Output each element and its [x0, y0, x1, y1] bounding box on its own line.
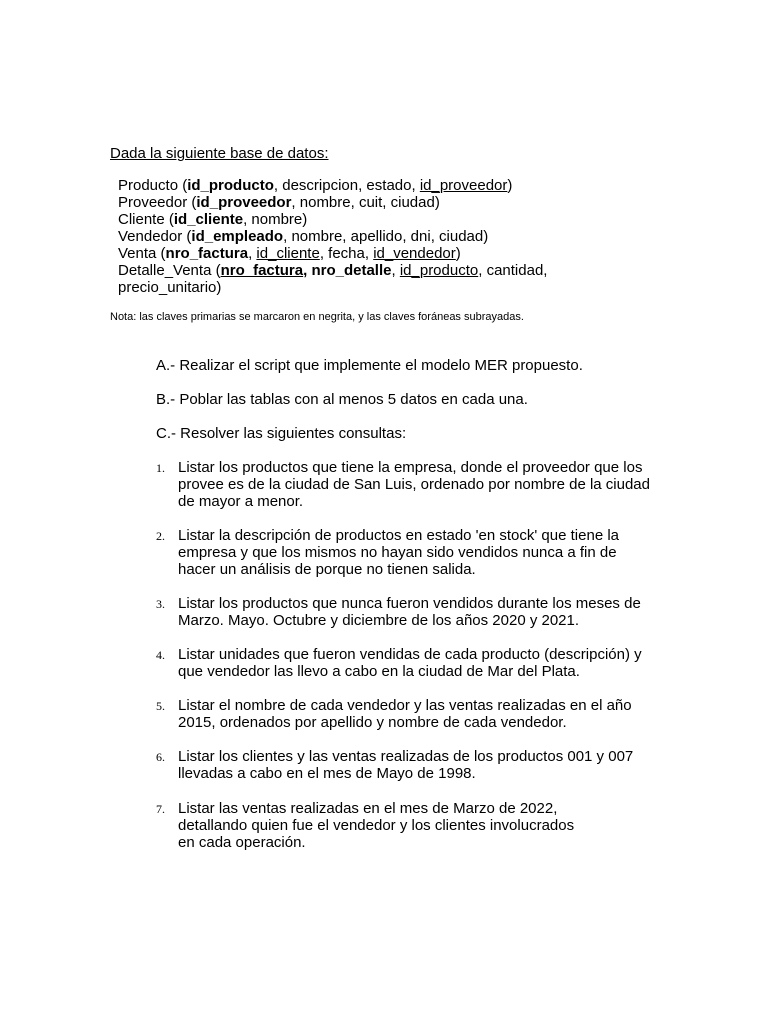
query-item: 6. Listar los clientes y las ventas realizadas de los productos 001 y 007 llevadas a cabo en el mes de Mayo de 1998. — [156, 748, 634, 782]
section-b: B.- Poblar las tablas con al menos 5 datos en cada una. — [156, 391, 528, 408]
primary-key: id_proveedor — [196, 194, 292, 211]
query-number: 2. — [156, 529, 165, 543]
note-text: Nota: las claves primarias se marcaron en negrita, y las claves foráneas subrayadas. — [110, 311, 524, 323]
query-item: 5. Listar el nombre de cada vendedor y las ventas realizadas en el año 2015, ordenados por apellido y nombre de cada vendedor. — [156, 697, 632, 731]
primary-foreign-key: nro_factura — [220, 262, 304, 279]
primary-key: id_cliente — [173, 211, 244, 228]
section-a: A.- Realizar el script que implemente el modelo MER propuesto. — [156, 357, 583, 374]
schema-cliente: Cliente (id_cliente, nombre) — [118, 211, 308, 228]
intro-heading: Dada la siguiente base de datos: — [110, 145, 329, 162]
query-number: 3. — [156, 597, 165, 611]
query-number: 4. — [156, 648, 165, 662]
schema-vendedor: Vendedor (id_empleado, nombre, apellido, dni, ciudad) — [118, 228, 489, 245]
section-c: C.- Resolver las siguientes consultas: — [156, 425, 407, 442]
schema-producto: Producto (id_producto, descripcion, estado, id_proveedor) — [118, 177, 513, 194]
schema-detalle-venta-cont: precio_unitario) — [118, 279, 222, 296]
query-number: 1. — [156, 461, 165, 475]
foreign-key: id_proveedor — [419, 177, 508, 194]
foreign-key: id_producto — [399, 262, 479, 279]
primary-key: nro_detalle — [311, 262, 392, 279]
primary-key: id_producto — [187, 177, 274, 194]
schema-proveedor: Proveedor (id_proveedor, nombre, cuit, ciudad) — [118, 194, 440, 211]
query-item: 3. Listar los productos que nunca fueron vendidos durante los meses de Marzo. Mayo. Octubre y diciembre de los años 2020 y 2021. — [156, 595, 641, 629]
query-item: 4. Listar unidades que fueron vendidas de cada producto (descripción) y que vendedor las llevo a cabo en la ciudad de Mar del Plata. — [156, 646, 642, 680]
schema-detalle-venta: Detalle_Venta (nro_factura, nro_detalle, id_producto, cantidad, — [118, 262, 548, 279]
query-item: 2. Listar la descripción de productos en estado 'en stock' que tiene la empresa y que los mismos no hayan sido vendidos nunca a fin de hacer un análisis de porque no tienen salida. — [156, 527, 619, 578]
primary-key: nro_factura — [165, 245, 249, 262]
query-item: 1. Listar los productos que tiene la empresa, donde el proveedor que los provee es de la ciudad de San Luis, ordenado por nombre de la ciudad de mayor a menor. — [156, 459, 650, 510]
query-number: 6. — [156, 750, 165, 764]
schema-list — [118, 177, 578, 296]
schema-venta: Venta (nro_factura, id_cliente, fecha, id_vendedor) — [118, 245, 461, 262]
query-number: 7. — [156, 802, 165, 816]
query-number: 5. — [156, 699, 165, 713]
primary-key: id_empleado — [191, 228, 284, 245]
foreign-key: id_cliente — [256, 245, 320, 262]
foreign-key: id_vendedor — [373, 245, 456, 262]
query-item: 7. Listar las ventas realizadas en el mes de Marzo de 2022, detallando quien fue el vendedor y los clientes involucrados en cada operación. — [156, 800, 575, 851]
